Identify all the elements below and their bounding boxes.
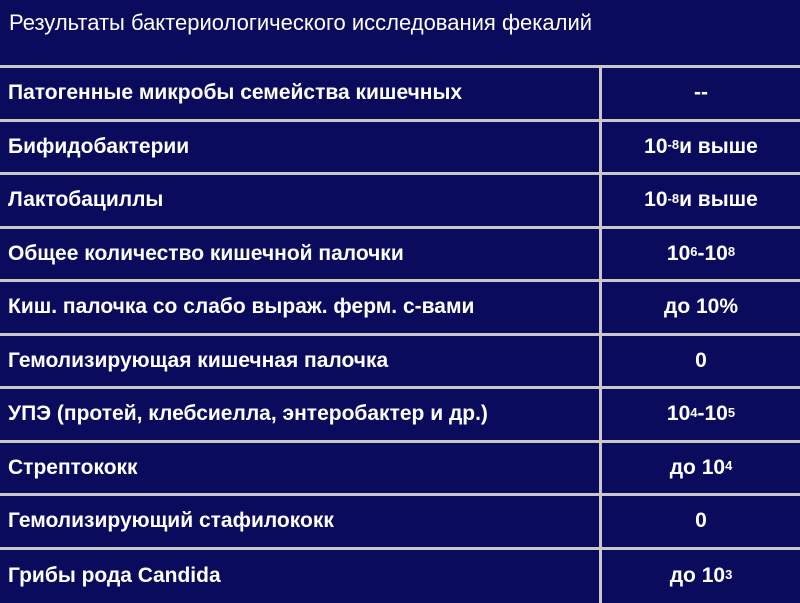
norm-value-cell [602, 175, 800, 226]
value-text: 0 [695, 349, 707, 373]
table-row [0, 389, 800, 443]
value-text: и выше [679, 135, 758, 159]
organism-name-cell: Общее количество кишечной палочки [0, 229, 602, 280]
table-row [0, 336, 800, 390]
norm-value-cell [602, 496, 800, 547]
page-title: Результаты бактериологического исследования фекалий [9, 6, 769, 40]
organism-name-cell: Грибы рода Candida [0, 550, 602, 603]
results-table [0, 65, 800, 600]
table-row [0, 175, 800, 229]
norm-value-cell [602, 68, 800, 119]
table-row [0, 229, 800, 283]
norm-value-cell [602, 443, 800, 494]
value-text: до 10% [664, 295, 738, 319]
table-row [0, 282, 800, 336]
value-text: 10 [644, 188, 667, 212]
exponent: 4 [725, 458, 732, 473]
exponent: -8 [668, 191, 680, 206]
organism-name-cell: Гемолизирующий стафилококк [0, 496, 602, 547]
norm-value-cell [602, 282, 800, 333]
exponent: 5 [728, 405, 735, 420]
exponent: 4 [690, 405, 697, 420]
organism-name-cell: Стрептококк [0, 443, 602, 494]
norm-value-cell [602, 336, 800, 387]
value-text: 10 [644, 135, 667, 159]
norm-value-cell [602, 229, 800, 280]
value-text: 10 [667, 242, 690, 266]
organism-name-cell: Гемолизирующая кишечная палочка [0, 336, 602, 387]
organism-name-cell: Лактобациллы [0, 175, 602, 226]
value-text: и выше [679, 188, 758, 212]
table-row [0, 443, 800, 497]
value-text: -- [694, 81, 708, 105]
exponent: -8 [668, 137, 680, 152]
table-row [0, 496, 800, 550]
value-text: -10 [698, 242, 728, 266]
organism-name-cell: Бифидобактерии [0, 122, 602, 173]
norm-value-cell [602, 122, 800, 173]
exponent: 3 [725, 567, 732, 582]
exponent: 8 [728, 244, 735, 259]
value-text: 10 [667, 402, 690, 426]
norm-value-cell [602, 550, 800, 603]
organism-name-cell: УПЭ (протей, клебсиелла, энтеробактер и др.) [0, 389, 602, 440]
value-text: -10 [698, 402, 728, 426]
exponent: 6 [690, 244, 697, 259]
table-row [0, 550, 800, 603]
organism-name-cell: Киш. палочка со слабо выраж. ферм. с-вами [0, 282, 602, 333]
table-row [0, 122, 800, 176]
value-text: 0 [695, 509, 707, 533]
value-text: до 10 [670, 564, 725, 588]
norm-value-cell [602, 389, 800, 440]
table-row [0, 68, 800, 122]
value-text: до 10 [670, 456, 725, 480]
organism-name-cell: Патогенные микробы семейства кишечных [0, 68, 602, 119]
